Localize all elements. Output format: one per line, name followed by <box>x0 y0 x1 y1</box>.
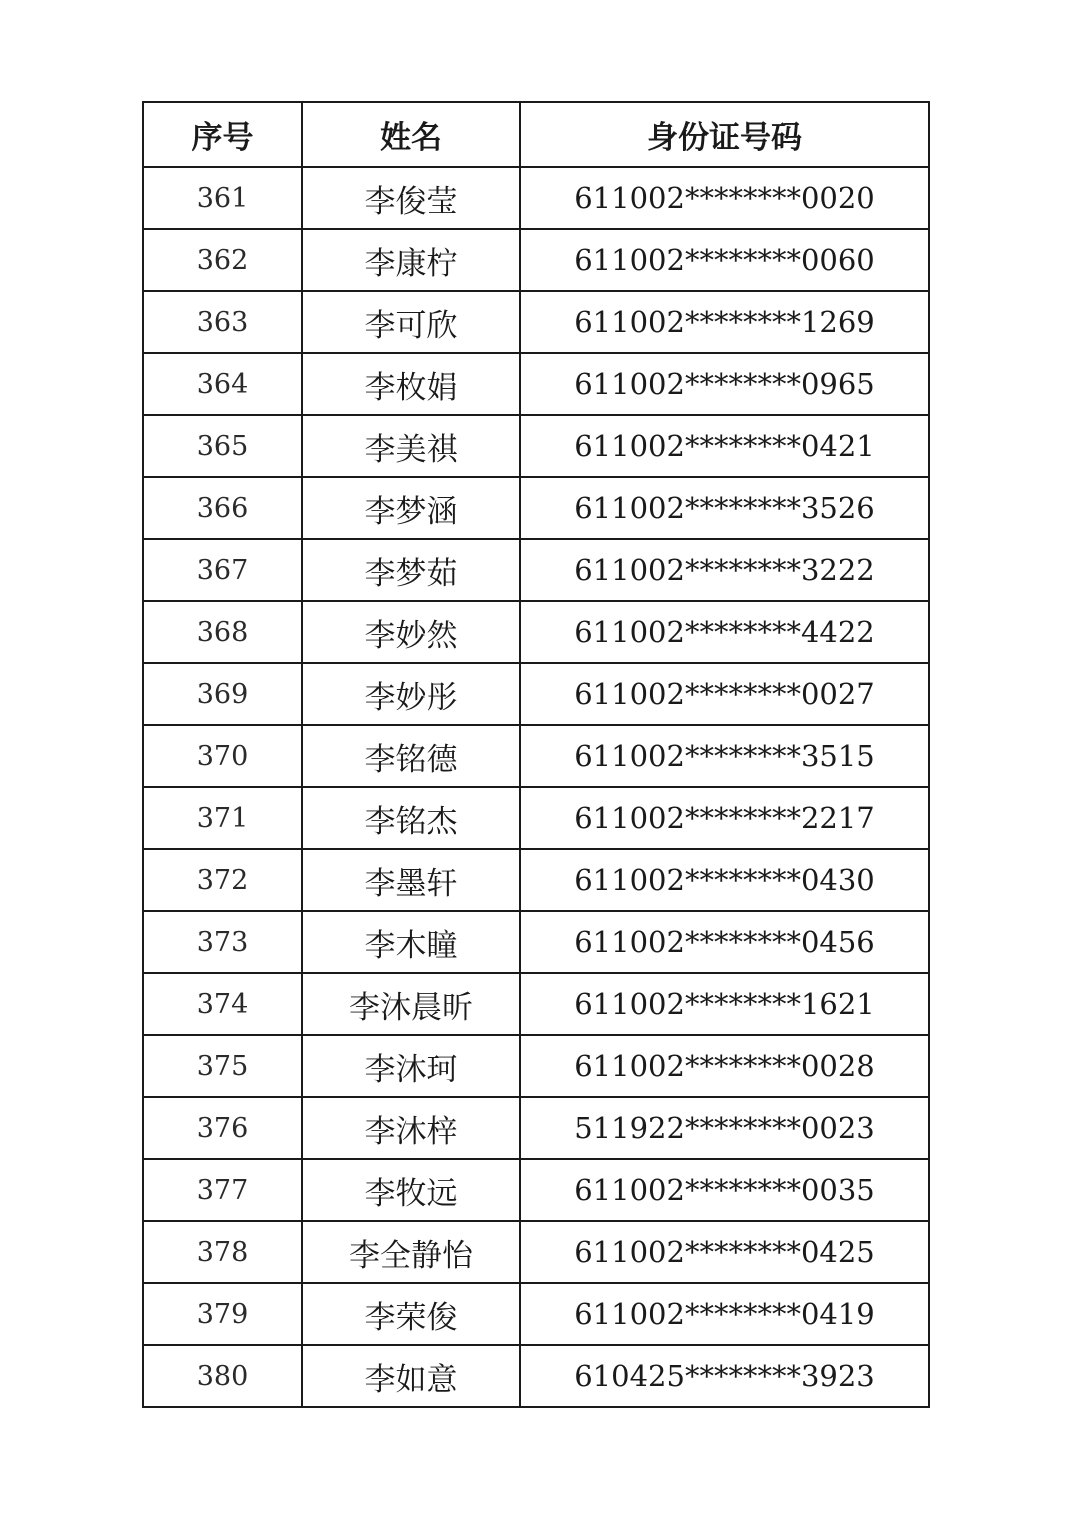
cell-name: 李枚娟 <box>302 353 520 415</box>
header-serial-number: 序号 <box>143 102 302 167</box>
cell-serial-number: 363 <box>143 291 302 353</box>
table-row <box>143 539 929 601</box>
table-row <box>143 911 929 973</box>
cell-name: 李牧远 <box>302 1159 520 1221</box>
cell-id-number: 611002********3222 <box>520 539 929 601</box>
table-body <box>143 167 929 1407</box>
cell-name: 李铭杰 <box>302 787 520 849</box>
cell-id-number: 611002********1269 <box>520 291 929 353</box>
table-row <box>143 229 929 291</box>
table-row <box>143 725 929 787</box>
cell-id-number: 611002********0027 <box>520 663 929 725</box>
table-row <box>143 1097 929 1159</box>
table-row <box>143 167 929 229</box>
cell-serial-number: 371 <box>143 787 302 849</box>
cell-serial-number: 366 <box>143 477 302 539</box>
cell-serial-number: 379 <box>143 1283 302 1345</box>
cell-id-number: 611002********0456 <box>520 911 929 973</box>
cell-name: 李妙然 <box>302 601 520 663</box>
cell-name: 李如意 <box>302 1345 520 1407</box>
cell-id-number: 611002********0060 <box>520 229 929 291</box>
header-row <box>143 102 929 167</box>
table-row <box>143 663 929 725</box>
table-row <box>143 1221 929 1283</box>
cell-name: 李木瞳 <box>302 911 520 973</box>
cell-id-number: 611002********0430 <box>520 849 929 911</box>
cell-id-number: 611002********3526 <box>520 477 929 539</box>
cell-id-number: 611002********0419 <box>520 1283 929 1345</box>
cell-serial-number: 376 <box>143 1097 302 1159</box>
table-row <box>143 477 929 539</box>
cell-id-number: 611002********4422 <box>520 601 929 663</box>
cell-serial-number: 364 <box>143 353 302 415</box>
table-row <box>143 601 929 663</box>
cell-serial-number: 378 <box>143 1221 302 1283</box>
cell-serial-number: 373 <box>143 911 302 973</box>
cell-id-number: 611002********0020 <box>520 167 929 229</box>
cell-serial-number: 374 <box>143 973 302 1035</box>
cell-name: 李全静怡 <box>302 1221 520 1283</box>
table-row <box>143 291 929 353</box>
cell-name: 李俊莹 <box>302 167 520 229</box>
cell-name: 李荣俊 <box>302 1283 520 1345</box>
cell-id-number: 611002********0421 <box>520 415 929 477</box>
table-row <box>143 1035 929 1097</box>
cell-id-number: 611002********3515 <box>520 725 929 787</box>
cell-name: 李铭德 <box>302 725 520 787</box>
roster-table <box>142 101 930 1408</box>
cell-id-number: 611002********0425 <box>520 1221 929 1283</box>
cell-name: 李美祺 <box>302 415 520 477</box>
table-row <box>143 787 929 849</box>
cell-serial-number: 380 <box>143 1345 302 1407</box>
table-row <box>143 1159 929 1221</box>
cell-id-number: 610425********3923 <box>520 1345 929 1407</box>
table-row <box>143 849 929 911</box>
cell-serial-number: 375 <box>143 1035 302 1097</box>
cell-serial-number: 367 <box>143 539 302 601</box>
cell-serial-number: 368 <box>143 601 302 663</box>
cell-name: 李沐梓 <box>302 1097 520 1159</box>
cell-name: 李妙彤 <box>302 663 520 725</box>
table-row <box>143 415 929 477</box>
cell-serial-number: 372 <box>143 849 302 911</box>
cell-serial-number: 362 <box>143 229 302 291</box>
cell-serial-number: 369 <box>143 663 302 725</box>
cell-serial-number: 377 <box>143 1159 302 1221</box>
cell-name: 李可欣 <box>302 291 520 353</box>
table-row <box>143 1283 929 1345</box>
cell-id-number: 611002********0028 <box>520 1035 929 1097</box>
cell-name: 李康柠 <box>302 229 520 291</box>
cell-id-number: 611002********0965 <box>520 353 929 415</box>
cell-name: 李墨轩 <box>302 849 520 911</box>
table-row <box>143 1345 929 1407</box>
cell-id-number: 611002********1621 <box>520 973 929 1035</box>
header-id-number: 身份证号码 <box>520 102 929 167</box>
table-row <box>143 353 929 415</box>
cell-name: 李沐晨昕 <box>302 973 520 1035</box>
cell-id-number: 511922********0023 <box>520 1097 929 1159</box>
cell-serial-number: 361 <box>143 167 302 229</box>
cell-id-number: 611002********2217 <box>520 787 929 849</box>
cell-name: 李沐珂 <box>302 1035 520 1097</box>
cell-id-number: 611002********0035 <box>520 1159 929 1221</box>
cell-name: 李梦茹 <box>302 539 520 601</box>
roster-sheet <box>142 101 928 1408</box>
table-header <box>143 102 929 167</box>
table-row <box>143 973 929 1035</box>
cell-name: 李梦涵 <box>302 477 520 539</box>
cell-serial-number: 365 <box>143 415 302 477</box>
header-name: 姓名 <box>302 102 520 167</box>
cell-serial-number: 370 <box>143 725 302 787</box>
